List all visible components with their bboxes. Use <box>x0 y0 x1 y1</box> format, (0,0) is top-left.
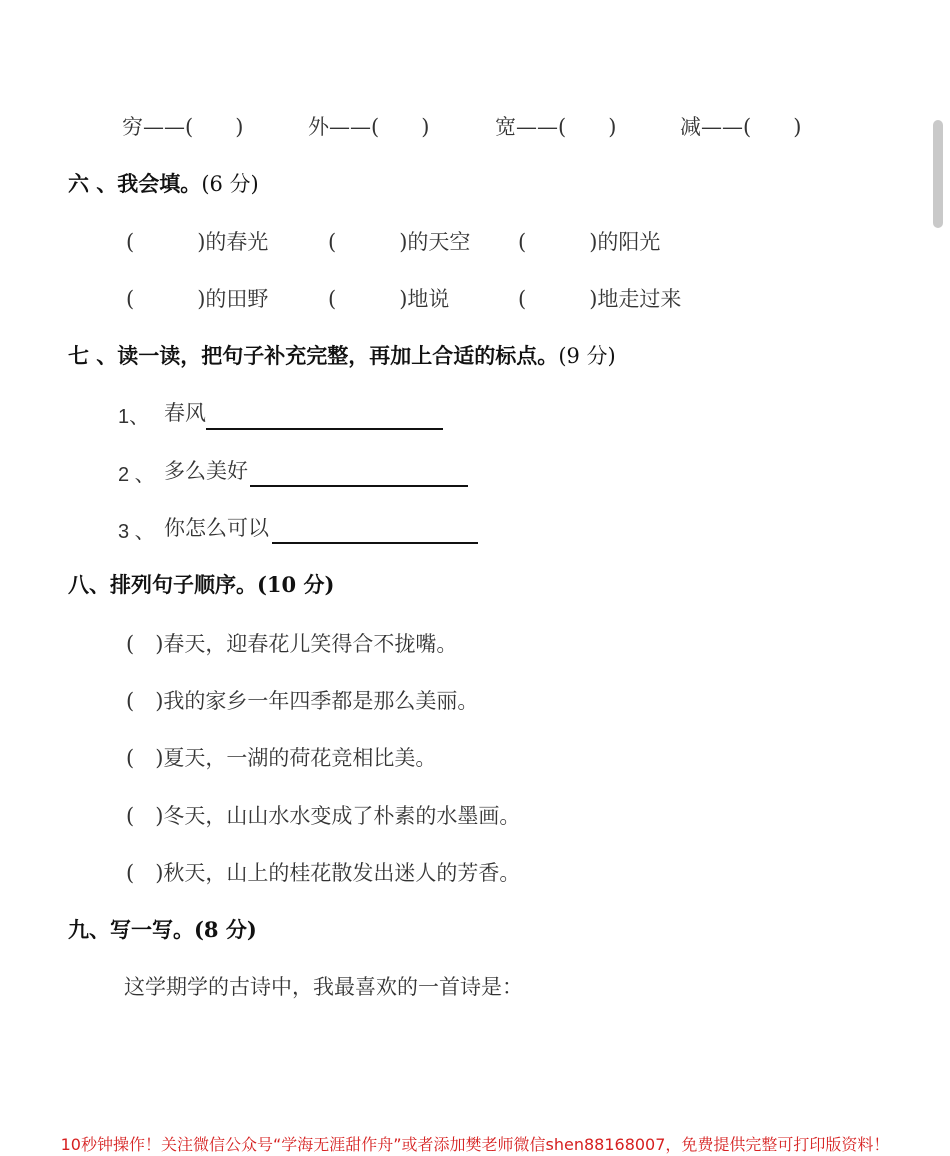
section7-title: 七 、读一读，把句子补充完整，再加上合适的标点。 <box>68 343 559 368</box>
sentence-start: 多么美好 <box>164 459 248 483</box>
section8-heading <box>68 569 334 599</box>
antonym-item <box>122 111 243 141</box>
item-number: 1、 <box>118 406 150 428</box>
order-sentence: 冬天，山山水水变成了朴素的水墨画。 <box>163 804 521 828</box>
order-sentence: 秋天，山上的桂花散发出迷人的芳香。 <box>163 861 521 885</box>
antonym-item <box>495 111 616 141</box>
sentence-start: 你怎么可以 <box>164 516 269 540</box>
sentence-start: 春风 <box>164 401 206 425</box>
order-blank: ( ) <box>126 632 164 656</box>
footer-notice: 10秒钟操作！关注微信公众号“学海无涯甜作舟”或者添加樊老师微信shen88168007，免费提供完整可打印版资料！ <box>60 1135 890 1154</box>
section7-heading <box>68 340 616 370</box>
order-item <box>126 742 436 772</box>
antonym-item <box>308 111 429 141</box>
fill-item: ( )的阳光 <box>518 230 661 254</box>
antonym-item <box>680 111 801 141</box>
order-item <box>126 800 520 830</box>
antonym-dash: —— <box>701 115 743 139</box>
item-number: 2 、 <box>118 464 155 486</box>
writing-prompt: 这学期学的古诗中，我最喜欢的一首诗是： <box>124 975 523 999</box>
scrollbar-thumb[interactable] <box>933 120 943 228</box>
section8-title: 八、排列句子顺序。 <box>68 572 257 597</box>
antonym-word: 外 <box>308 115 329 139</box>
section6-title: 六 、我会填。 <box>68 171 202 196</box>
antonym-dash: —— <box>516 115 558 139</box>
order-item <box>126 685 478 715</box>
order-sentence: 夏天，一湖的荷花竞相比美。 <box>163 746 437 770</box>
order-item <box>126 857 520 887</box>
fill-item: ( )的天空 <box>328 230 471 254</box>
section6-score: (6 分) <box>201 172 259 196</box>
order-blank: ( ) <box>126 689 164 713</box>
antonym-dash: —— <box>143 115 185 139</box>
order-blank: ( ) <box>126 804 164 828</box>
antonym-blank: ( ) <box>185 115 244 139</box>
antonym-word: 穷 <box>122 115 143 139</box>
section8-score: (10 分) <box>257 572 335 597</box>
section9-title: 九、写一写。 <box>68 917 194 942</box>
antonym-blank: ( ) <box>743 115 802 139</box>
order-sentence: 我的家乡一年四季都是那么美丽。 <box>163 689 479 713</box>
answer-line <box>206 428 443 430</box>
order-blank: ( ) <box>126 861 164 885</box>
antonym-word: 减 <box>680 115 701 139</box>
antonym-blank: ( ) <box>558 115 617 139</box>
fill-item: ( )地说 <box>328 287 450 311</box>
fill-item: ( )的春光 <box>126 230 269 254</box>
fill-item: ( )的田野 <box>126 287 269 311</box>
antonym-dash: —— <box>329 115 371 139</box>
fill-item: ( )地走过来 <box>518 287 682 311</box>
antonym-blank: ( ) <box>371 115 430 139</box>
section9-heading <box>68 914 257 944</box>
order-blank: ( ) <box>126 746 164 770</box>
antonym-word: 宽 <box>495 115 516 139</box>
section6-heading <box>68 168 259 198</box>
section7-score: (9 分) <box>558 344 616 368</box>
item-number: 3 、 <box>118 521 155 543</box>
answer-line <box>272 542 478 544</box>
order-item <box>126 628 457 658</box>
answer-line <box>250 485 468 487</box>
section9-score: (8 分) <box>194 917 257 942</box>
order-sentence: 春天，迎春花儿笑得合不拢嘴。 <box>163 632 458 656</box>
